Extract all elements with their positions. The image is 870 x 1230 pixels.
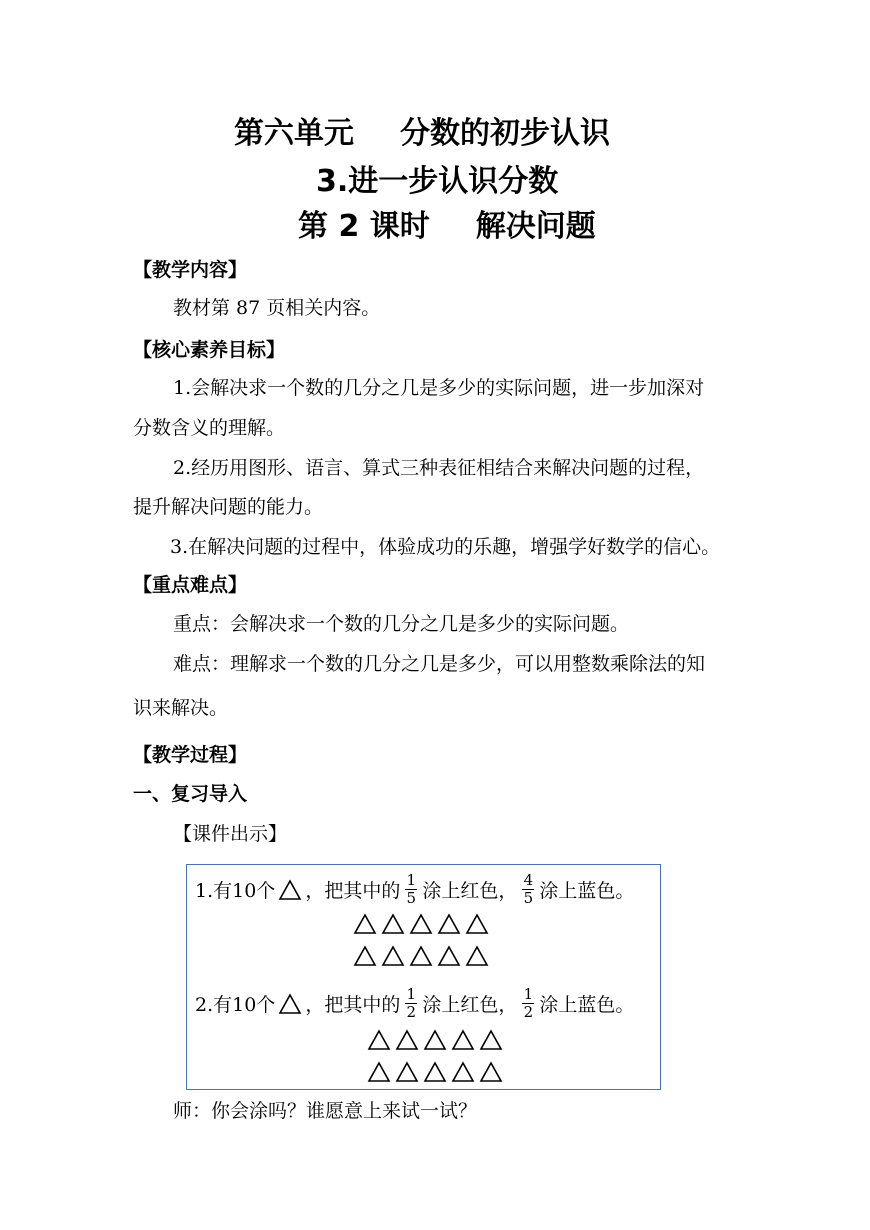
fraction-one-half — [522, 987, 534, 1020]
triangle-icon — [423, 1029, 447, 1051]
fraction-four-fifths — [522, 873, 534, 906]
fraction-one-fifth — [405, 873, 417, 906]
problem-1-part-c: 涂上红色， — [422, 880, 518, 902]
process-heading: 【教学过程】 — [133, 744, 248, 766]
teacher-question: 师：你会涂吗？谁愿意上来试一试？ — [173, 1100, 478, 1122]
lesson-name: 解决问题 — [475, 209, 596, 244]
denominator: 2 — [406, 1003, 417, 1021]
numerator: 4 — [523, 871, 534, 889]
unit-label: 第六单元 — [234, 116, 354, 151]
triangle-icon — [409, 913, 433, 935]
triangle-icon — [395, 1029, 419, 1051]
courseware-box — [186, 864, 661, 1090]
denominator: 5 — [406, 889, 417, 907]
triangle-icon — [465, 913, 489, 935]
content-text: 教材第 87 页相关内容。 — [173, 297, 381, 319]
triangle-icon — [479, 1061, 503, 1083]
triangle-icon — [409, 945, 433, 967]
triangle-icon — [381, 945, 405, 967]
section-1-title: 一、复习导入 — [133, 783, 248, 805]
problem-2-part-b: ，把其中的 — [305, 994, 401, 1016]
problem-2-part-d: 涂上蓝色。 — [539, 994, 635, 1016]
triangle-icon — [278, 993, 302, 1015]
denominator: 2 — [523, 1003, 534, 1021]
goals-heading: 【核心素养目标】 — [133, 339, 286, 361]
difficulty-line-1: 难点：理解求一个数的几分之几是多少，可以用整数乘除法的知 — [173, 653, 706, 675]
lesson-label: 第 2 课时 — [298, 209, 430, 244]
triangle-icon — [395, 1061, 419, 1083]
denominator: 5 — [523, 889, 534, 907]
goal-1-line-2: 分数含义的理解。 — [133, 417, 286, 439]
fraction-one-half — [405, 987, 417, 1020]
triangle-icon — [423, 1061, 447, 1083]
triangle-row-1a — [353, 913, 489, 935]
triangle-icon — [465, 945, 489, 967]
problem-1-part-b: ，把其中的 — [305, 880, 401, 902]
problem-2-part-a: 2.有10个 — [195, 994, 276, 1016]
goal-1-line-1: 1.会解决求一个数的几分之几是多少的实际问题，进一步加深对 — [173, 377, 705, 399]
numerator: 1 — [406, 985, 417, 1003]
numerator: 1 — [406, 871, 417, 889]
key-point: 重点：会解决求一个数的几分之几是多少的实际问题。 — [173, 613, 630, 635]
problem-2-part-c: 涂上红色， — [422, 994, 518, 1016]
triangle-icon — [353, 913, 377, 935]
triangle-icon — [437, 945, 461, 967]
goal-2-line-2: 提升解决问题的能力。 — [133, 496, 324, 518]
content-heading: 【教学内容】 — [133, 259, 248, 281]
problem-1-part-d: 涂上蓝色。 — [539, 880, 635, 902]
triangle-icon — [367, 1061, 391, 1083]
focus-heading: 【重点难点】 — [133, 574, 248, 596]
lesson-title — [298, 201, 596, 245]
problem-1-part-a: 1.有10个 — [195, 880, 276, 902]
goal-2-line-1: 2.经历用图形、语言、算式三种表征相结合来解决问题的过程， — [173, 457, 705, 479]
goal-3: 3.在解决问题的过程中，体验成功的乐趣，增强学好数学的信心。 — [170, 536, 721, 558]
triangle-row-2b — [367, 1061, 503, 1083]
courseware-label: 【课件出示】 — [173, 823, 288, 845]
triangle-icon — [451, 1029, 475, 1051]
triangle-icon — [381, 913, 405, 935]
triangle-icon — [278, 879, 302, 901]
triangle-row-2a — [367, 1029, 503, 1051]
triangle-icon — [353, 945, 377, 967]
unit-title — [234, 108, 610, 152]
problem-2-text — [195, 987, 634, 1020]
triangle-icon — [367, 1029, 391, 1051]
difficulty-line-2: 识来解决。 — [133, 697, 229, 719]
unit-name: 分数的初步认识 — [400, 116, 610, 151]
triangle-row-1b — [353, 945, 489, 967]
subtitle: 3.进一步认识分数 — [316, 164, 559, 199]
numerator: 1 — [523, 985, 534, 1003]
problem-1-text — [195, 873, 634, 906]
triangle-icon — [479, 1029, 503, 1051]
triangle-icon — [451, 1061, 475, 1083]
triangle-icon — [437, 913, 461, 935]
